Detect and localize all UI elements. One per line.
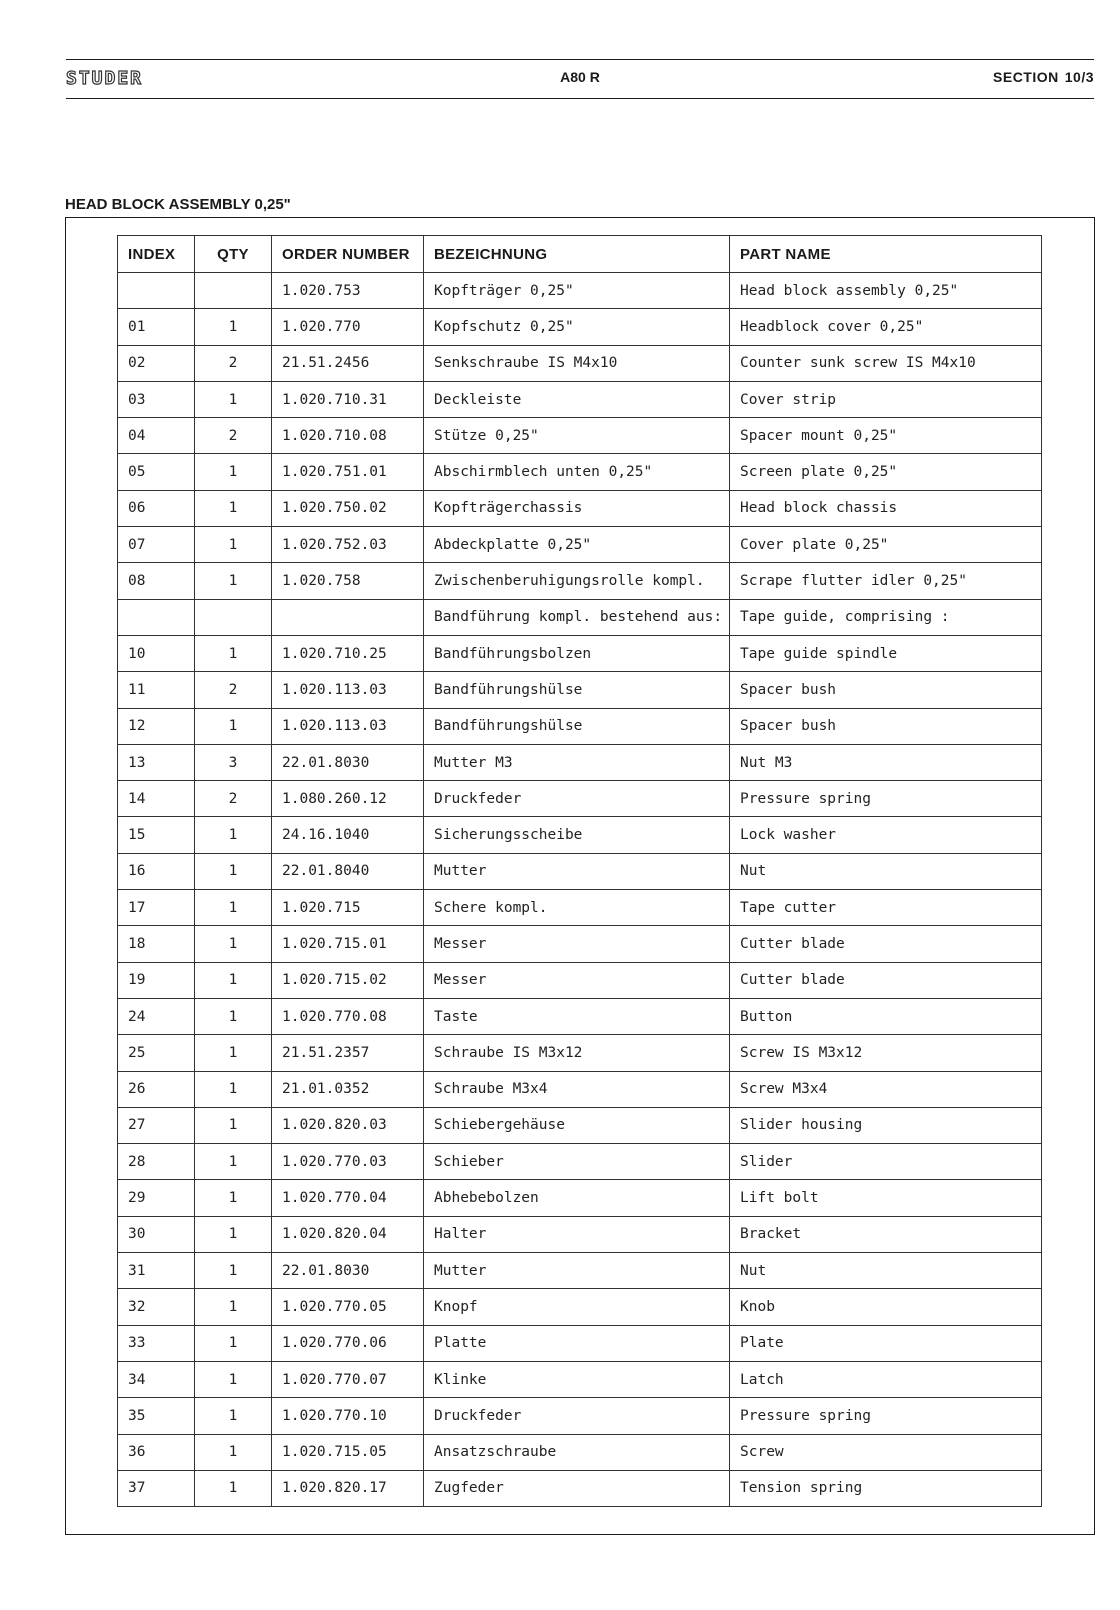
cell-qty: 1 xyxy=(195,527,272,563)
table-row xyxy=(118,817,1042,853)
cell-order-number: 1.020.770.10 xyxy=(272,1398,424,1434)
cell-bezeichnung: Kopfträgerchassis xyxy=(424,490,730,526)
cell-index: 32 xyxy=(118,1289,195,1325)
cell-bezeichnung: Messer xyxy=(424,962,730,998)
cell-bezeichnung: Klinke xyxy=(424,1361,730,1397)
section-indicator xyxy=(993,69,1094,85)
cell-bezeichnung: Mutter xyxy=(424,1253,730,1289)
cell-index: 10 xyxy=(118,635,195,671)
cell-bezeichnung: Schraube IS M3x12 xyxy=(424,1035,730,1071)
table-row xyxy=(118,1216,1042,1252)
cell-index: 04 xyxy=(118,418,195,454)
header-bottom-rule xyxy=(66,98,1094,99)
cell-index: 12 xyxy=(118,708,195,744)
cell-qty: 2 xyxy=(195,781,272,817)
cell-qty: 1 xyxy=(195,1144,272,1180)
cell-part-name: Lift bolt xyxy=(730,1180,1042,1216)
col-part-name-header: PART NAME xyxy=(730,236,1042,273)
cell-bezeichnung: Schieber xyxy=(424,1144,730,1180)
section-label: SECTION xyxy=(993,69,1059,85)
cell-qty: 1 xyxy=(195,926,272,962)
cell-qty: 1 xyxy=(195,490,272,526)
cell-order-number: 1.020.770.08 xyxy=(272,998,424,1034)
cell-order-number: 1.020.770.03 xyxy=(272,1144,424,1180)
table-row xyxy=(118,708,1042,744)
cell-order-number: 1.020.752.03 xyxy=(272,527,424,563)
cell-bezeichnung: Deckleiste xyxy=(424,381,730,417)
cell-index: 08 xyxy=(118,563,195,599)
section-number: 10/3 xyxy=(1064,69,1094,85)
col-order-number-header: ORDER NUMBER xyxy=(272,236,424,273)
cell-index: 13 xyxy=(118,744,195,780)
cell-order-number: 1.020.770 xyxy=(272,309,424,345)
header-top-rule xyxy=(66,59,1094,60)
cell-order-number: 1.020.715.02 xyxy=(272,962,424,998)
cell-index xyxy=(118,599,195,635)
cell-order-number: 1.020.770.07 xyxy=(272,1361,424,1397)
table-row xyxy=(118,273,1042,309)
parts-table-body xyxy=(118,273,1042,1507)
cell-index: 02 xyxy=(118,345,195,381)
cell-qty: 1 xyxy=(195,454,272,490)
cell-part-name: Nut xyxy=(730,1253,1042,1289)
cell-qty: 1 xyxy=(195,853,272,889)
cell-bezeichnung: Sicherungsscheibe xyxy=(424,817,730,853)
table-row xyxy=(118,635,1042,671)
cell-qty: 3 xyxy=(195,744,272,780)
cell-index: 34 xyxy=(118,1361,195,1397)
col-index-header: INDEX xyxy=(118,236,195,273)
cell-qty: 1 xyxy=(195,1361,272,1397)
cell-bezeichnung: Ansatzschraube xyxy=(424,1434,730,1470)
cell-order-number: 1.020.820.03 xyxy=(272,1107,424,1143)
page-header xyxy=(66,66,1094,92)
cell-qty: 2 xyxy=(195,418,272,454)
cell-bezeichnung: Halter xyxy=(424,1216,730,1252)
cell-bezeichnung: Stütze 0,25" xyxy=(424,418,730,454)
cell-qty: 1 xyxy=(195,1470,272,1506)
cell-index xyxy=(118,273,195,309)
cell-order-number: 1.020.715 xyxy=(272,890,424,926)
table-row xyxy=(118,890,1042,926)
cell-index: 06 xyxy=(118,490,195,526)
cell-part-name: Tension spring xyxy=(730,1470,1042,1506)
cell-qty: 1 xyxy=(195,1216,272,1252)
cell-part-name: Cover strip xyxy=(730,381,1042,417)
cell-index: 37 xyxy=(118,1470,195,1506)
cell-order-number: 22.01.8030 xyxy=(272,1253,424,1289)
cell-qty: 2 xyxy=(195,345,272,381)
cell-part-name: Nut xyxy=(730,853,1042,889)
parts-table xyxy=(117,235,1042,1507)
cell-bezeichnung: Schere kompl. xyxy=(424,890,730,926)
cell-part-name: Tape guide, comprising : xyxy=(730,599,1042,635)
cell-qty: 1 xyxy=(195,309,272,345)
table-row xyxy=(118,962,1042,998)
table-row xyxy=(118,490,1042,526)
cell-qty: 1 xyxy=(195,1253,272,1289)
cell-bezeichnung: Bandführungsbolzen xyxy=(424,635,730,671)
table-row xyxy=(118,345,1042,381)
cell-part-name: Screw M3x4 xyxy=(730,1071,1042,1107)
cell-part-name: Slider xyxy=(730,1144,1042,1180)
cell-bezeichnung: Schraube M3x4 xyxy=(424,1071,730,1107)
cell-order-number: 1.020.710.08 xyxy=(272,418,424,454)
cell-bezeichnung: Zwischenberuhigungsrolle kompl. xyxy=(424,563,730,599)
cell-index: 30 xyxy=(118,1216,195,1252)
col-qty-header: QTY xyxy=(195,236,272,273)
cell-bezeichnung: Druckfeder xyxy=(424,781,730,817)
cell-qty: 1 xyxy=(195,1289,272,1325)
cell-order-number: 1.020.710.31 xyxy=(272,381,424,417)
cell-index: 05 xyxy=(118,454,195,490)
cell-order-number: 21.51.2357 xyxy=(272,1035,424,1071)
cell-qty: 1 xyxy=(195,1180,272,1216)
table-row xyxy=(118,1325,1042,1361)
cell-part-name: Scrape flutter idler 0,25" xyxy=(730,563,1042,599)
cell-part-name: Tape cutter xyxy=(730,890,1042,926)
cell-bezeichnung: Abdeckplatte 0,25" xyxy=(424,527,730,563)
cell-part-name: Pressure spring xyxy=(730,781,1042,817)
cell-part-name: Plate xyxy=(730,1325,1042,1361)
table-row xyxy=(118,781,1042,817)
cell-bezeichnung: Mutter xyxy=(424,853,730,889)
cell-part-name: Head block chassis xyxy=(730,490,1042,526)
cell-order-number: 1.080.260.12 xyxy=(272,781,424,817)
table-row xyxy=(118,454,1042,490)
cell-qty: 1 xyxy=(195,998,272,1034)
cell-part-name: Nut M3 xyxy=(730,744,1042,780)
cell-bezeichnung: Schiebergehäuse xyxy=(424,1107,730,1143)
cell-index: 11 xyxy=(118,672,195,708)
cell-order-number: 22.01.8030 xyxy=(272,744,424,780)
table-row xyxy=(118,744,1042,780)
cell-index: 19 xyxy=(118,962,195,998)
cell-index: 16 xyxy=(118,853,195,889)
cell-order-number: 1.020.715.05 xyxy=(272,1434,424,1470)
cell-bezeichnung: Senkschraube IS M4x10 xyxy=(424,345,730,381)
cell-bezeichnung: Knopf xyxy=(424,1289,730,1325)
cell-qty: 1 xyxy=(195,1071,272,1107)
cell-order-number: 1.020.113.03 xyxy=(272,672,424,708)
cell-bezeichnung: Zugfeder xyxy=(424,1470,730,1506)
cell-qty: 1 xyxy=(195,1398,272,1434)
cell-qty: 1 xyxy=(195,1434,272,1470)
cell-qty: 1 xyxy=(195,962,272,998)
cell-index: 14 xyxy=(118,781,195,817)
document-title: HEAD BLOCK ASSEMBLY 0,25" xyxy=(65,196,291,213)
cell-bezeichnung: Kopfschutz 0,25" xyxy=(424,309,730,345)
cell-qty: 1 xyxy=(195,563,272,599)
cell-bezeichnung: Messer xyxy=(424,926,730,962)
table-row xyxy=(118,1361,1042,1397)
cell-index: 25 xyxy=(118,1035,195,1071)
table-row xyxy=(118,1035,1042,1071)
cell-bezeichnung: Taste xyxy=(424,998,730,1034)
cell-part-name: Spacer bush xyxy=(730,672,1042,708)
table-row xyxy=(118,1144,1042,1180)
header-row xyxy=(118,236,1042,273)
cell-index: 28 xyxy=(118,1144,195,1180)
cell-bezeichnung: Bandführungshülse xyxy=(424,672,730,708)
cell-qty: 2 xyxy=(195,672,272,708)
cell-index: 01 xyxy=(118,309,195,345)
cell-order-number: 1.020.820.04 xyxy=(272,1216,424,1252)
model-name: A80 R xyxy=(560,69,600,85)
cell-bezeichnung: Bandführung kompl. bestehend aus: xyxy=(424,599,730,635)
cell-bezeichnung: Kopfträger 0,25" xyxy=(424,273,730,309)
cell-bezeichnung: Mutter M3 xyxy=(424,744,730,780)
cell-index: 07 xyxy=(118,527,195,563)
cell-part-name: Counter sunk screw IS M4x10 xyxy=(730,345,1042,381)
cell-index: 18 xyxy=(118,926,195,962)
cell-part-name: Latch xyxy=(730,1361,1042,1397)
cell-part-name: Headblock cover 0,25" xyxy=(730,309,1042,345)
cell-part-name: Pressure spring xyxy=(730,1398,1042,1434)
cell-order-number: 1.020.820.17 xyxy=(272,1470,424,1506)
cell-bezeichnung: Abschirmblech unten 0,25" xyxy=(424,454,730,490)
table-row xyxy=(118,1398,1042,1434)
cell-part-name: Lock washer xyxy=(730,817,1042,853)
table-row xyxy=(118,672,1042,708)
cell-qty: 1 xyxy=(195,635,272,671)
cell-order-number: 1.020.113.03 xyxy=(272,708,424,744)
cell-index: 27 xyxy=(118,1107,195,1143)
table-row xyxy=(118,1107,1042,1143)
cell-index: 33 xyxy=(118,1325,195,1361)
cell-qty: 1 xyxy=(195,817,272,853)
cell-order-number: 1.020.710.25 xyxy=(272,635,424,671)
cell-bezeichnung: Druckfeder xyxy=(424,1398,730,1434)
cell-order-number: 22.01.8040 xyxy=(272,853,424,889)
cell-order-number: 1.020.770.05 xyxy=(272,1289,424,1325)
cell-qty: 1 xyxy=(195,1107,272,1143)
cell-order-number: 1.020.758 xyxy=(272,563,424,599)
table-row xyxy=(118,1071,1042,1107)
cell-index: 35 xyxy=(118,1398,195,1434)
table-row xyxy=(118,853,1042,889)
table-row xyxy=(118,1289,1042,1325)
cell-qty: 1 xyxy=(195,1325,272,1361)
table-row xyxy=(118,418,1042,454)
table-row xyxy=(118,563,1042,599)
table-row xyxy=(118,1253,1042,1289)
cell-bezeichnung: Bandführungshülse xyxy=(424,708,730,744)
cell-part-name: Spacer bush xyxy=(730,708,1042,744)
cell-order-number: 1.020.750.02 xyxy=(272,490,424,526)
cell-order-number: 1.020.770.06 xyxy=(272,1325,424,1361)
parts-table-header xyxy=(118,236,1042,273)
cell-order-number: 21.01.0352 xyxy=(272,1071,424,1107)
cell-part-name: Screw xyxy=(730,1434,1042,1470)
table-row xyxy=(118,998,1042,1034)
cell-part-name: Bracket xyxy=(730,1216,1042,1252)
cell-order-number xyxy=(272,599,424,635)
cell-part-name: Slider housing xyxy=(730,1107,1042,1143)
cell-order-number: 21.51.2456 xyxy=(272,345,424,381)
cell-index: 26 xyxy=(118,1071,195,1107)
cell-part-name: Knob xyxy=(730,1289,1042,1325)
cell-order-number: 1.020.751.01 xyxy=(272,454,424,490)
col-bezeichnung-header: BEZEICHNUNG xyxy=(424,236,730,273)
table-row xyxy=(118,926,1042,962)
cell-index: 36 xyxy=(118,1434,195,1470)
table-row xyxy=(118,599,1042,635)
cell-qty: 1 xyxy=(195,708,272,744)
table-row xyxy=(118,309,1042,345)
cell-index: 17 xyxy=(118,890,195,926)
cell-bezeichnung: Platte xyxy=(424,1325,730,1361)
cell-order-number: 1.020.770.04 xyxy=(272,1180,424,1216)
cell-part-name: Button xyxy=(730,998,1042,1034)
cell-qty: 1 xyxy=(195,1035,272,1071)
cell-part-name: Screw IS M3x12 xyxy=(730,1035,1042,1071)
table-row xyxy=(118,1180,1042,1216)
cell-bezeichnung: Abhebebolzen xyxy=(424,1180,730,1216)
cell-index: 15 xyxy=(118,817,195,853)
cell-part-name: Cover plate 0,25" xyxy=(730,527,1042,563)
cell-index: 29 xyxy=(118,1180,195,1216)
table-row xyxy=(118,381,1042,417)
table-row xyxy=(118,1434,1042,1470)
cell-order-number: 1.020.715.01 xyxy=(272,926,424,962)
cell-part-name: Screen plate 0,25" xyxy=(730,454,1042,490)
cell-qty: 1 xyxy=(195,381,272,417)
cell-index: 03 xyxy=(118,381,195,417)
cell-order-number: 24.16.1040 xyxy=(272,817,424,853)
cell-index: 24 xyxy=(118,998,195,1034)
cell-part-name: Tape guide spindle xyxy=(730,635,1042,671)
cell-part-name: Head block assembly 0,25" xyxy=(730,273,1042,309)
cell-part-name: Cutter blade xyxy=(730,926,1042,962)
table-row xyxy=(118,527,1042,563)
cell-index: 31 xyxy=(118,1253,195,1289)
table-row xyxy=(118,1470,1042,1506)
cell-part-name: Cutter blade xyxy=(730,962,1042,998)
cell-part-name: Spacer mount 0,25" xyxy=(730,418,1042,454)
studer-logo: STUDER xyxy=(66,68,144,89)
cell-qty: 1 xyxy=(195,890,272,926)
cell-qty xyxy=(195,599,272,635)
cell-qty xyxy=(195,273,272,309)
cell-order-number: 1.020.753 xyxy=(272,273,424,309)
